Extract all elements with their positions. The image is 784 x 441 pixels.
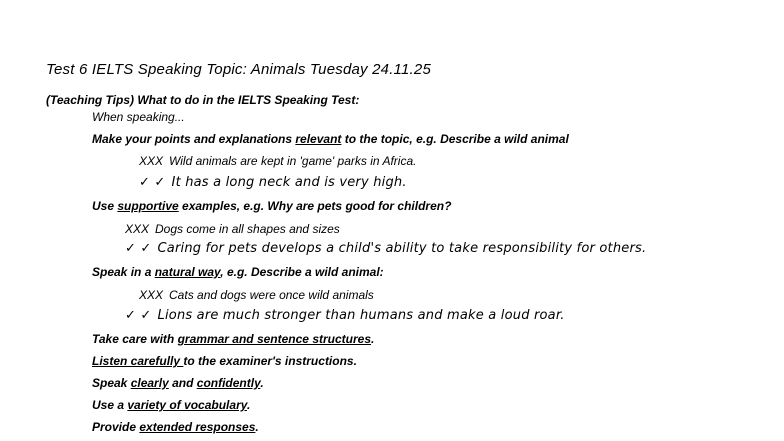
tip-keyword: Listen carefully [92,354,184,368]
checkmark-icon: ✓ ✓ [139,175,166,190]
tip-text: Take care with [92,332,178,346]
bad-example-text: Dogs come in all shapes and sizes [155,222,340,236]
tip-text: and [168,376,197,390]
section-subtitle: (Teaching Tips) What to do in the IELTS Speaking Test: [46,93,360,107]
tip-text: . [260,376,264,390]
tip-supportive [92,199,451,213]
tip-text: Make your points and explanations [92,132,296,146]
page-title: Test 6 IELTS Speaking Topic: Animals Tuesday 24.11.25 [46,61,431,78]
tip-grammar [92,332,374,346]
good-example-text: Caring for pets develops a child's ability to take responsibility for others. [157,241,647,256]
bad-example [125,222,340,236]
bad-example-text: Cats and dogs were once wild animals [169,288,374,302]
good-example-text: Lions are much stronger than humans and make a loud roar. [157,308,565,323]
tip-text: . [246,398,251,412]
tip-keyword: grammar and sentence structures [177,332,371,346]
tip-keyword: natural way [154,265,221,279]
tip-text: , e.g. Describe a wild animal: [220,265,384,279]
tip-text: examples, e.g. Why are pets good for children? [178,199,452,213]
tip-speak-clearly [92,376,264,390]
tip-text: to the examiner's instructions. [183,354,357,368]
tip-natural-way [92,265,384,279]
tip-text: to the topic, e.g. Describe a wild animal [341,132,569,146]
tip-keyword: extended responses [139,420,256,434]
tip-keyword: confidently [196,376,261,390]
wrong-mark: XXX [139,288,164,302]
bad-example-text: Wild animals are kept in 'game' parks in Africa. [169,154,417,168]
tip-text: Speak in a [92,265,155,279]
bad-example [139,288,374,302]
bad-example [139,154,416,168]
tip-extended [92,420,259,434]
tip-keyword: supportive [117,199,179,213]
tip-keyword: clearly [130,376,169,390]
tip-text: Use [92,199,118,213]
checkmark-icon: ✓ ✓ [125,308,152,323]
good-example-text: It has a long neck and is very high. [171,175,407,190]
wrong-mark: XXX [125,222,150,236]
good-example [125,308,565,323]
good-example [125,241,646,256]
tip-text: . [371,332,375,346]
tip-vocabulary [92,398,250,412]
checkmark-icon: ✓ ✓ [125,241,152,256]
tip-listen [92,354,357,368]
tip-keyword: relevant [295,132,342,146]
tip-text: Provide [92,420,140,434]
good-example [139,175,407,190]
tip-keyword: variety of vocabulary [127,398,247,412]
tip-text: . [255,420,259,434]
tip-relevant [92,132,569,146]
tip-text: Use a [92,398,128,412]
intro-text: When speaking... [92,110,185,124]
tip-text: Speak [92,376,131,390]
wrong-mark: XXX [139,154,164,168]
